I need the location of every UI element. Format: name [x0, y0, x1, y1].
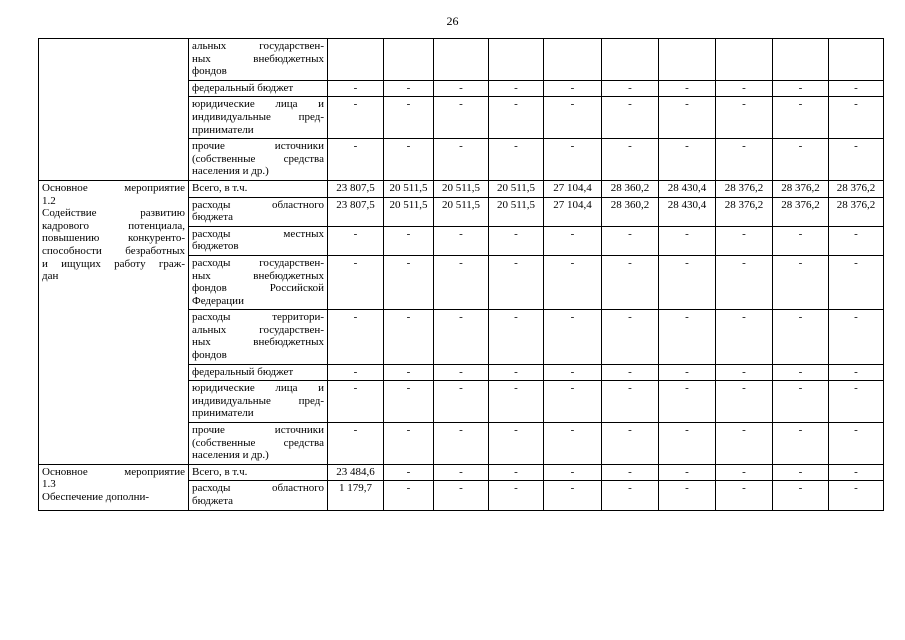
funding-source-line: бюджета: [192, 211, 234, 224]
value-cell: -: [434, 481, 489, 510]
funding-source-line: Федерации: [192, 294, 244, 307]
value-cell: -: [829, 310, 884, 364]
value-cell: -: [328, 310, 384, 364]
value-cell: -: [602, 381, 659, 423]
value-cell: -: [384, 255, 434, 309]
funding-source-line: индивидуальные пред-: [192, 110, 324, 123]
value-cell: -: [544, 481, 602, 510]
funding-source-cell: [189, 139, 328, 181]
value-cell: -: [829, 255, 884, 309]
event-line: способности безработных: [42, 244, 185, 257]
funding-source-cell: [189, 39, 328, 81]
value-cell: -: [489, 464, 544, 481]
value-cell: -: [773, 255, 829, 309]
funding-source-line: расходы областного: [192, 198, 324, 211]
value-cell: 28 360,2: [602, 197, 659, 226]
value-cell: -: [773, 139, 829, 181]
value-cell: [716, 39, 773, 81]
value-cell: -: [602, 310, 659, 364]
value-cell: -: [602, 80, 659, 97]
value-cell: -: [829, 364, 884, 381]
value-cell: -: [384, 423, 434, 465]
value-cell: -: [773, 464, 829, 481]
value-cell: -: [659, 310, 716, 364]
value-cell: [544, 39, 602, 81]
value-cell: 20 511,5: [434, 197, 489, 226]
value-cell: -: [384, 481, 434, 510]
value-cell: -: [659, 255, 716, 309]
value-cell: -: [434, 80, 489, 97]
value-cell: -: [489, 481, 544, 510]
value-cell: -: [716, 464, 773, 481]
funding-source-line: фондов: [192, 349, 227, 362]
value-cell: -: [659, 97, 716, 139]
value-cell: -: [716, 97, 773, 139]
value-cell: -: [773, 364, 829, 381]
value-cell: -: [434, 310, 489, 364]
value-cell: -: [384, 226, 434, 255]
value-cell: -: [489, 226, 544, 255]
value-cell: -: [716, 310, 773, 364]
funding-source-line: фондов Российской: [192, 282, 324, 295]
value-cell: -: [773, 80, 829, 97]
value-cell: [829, 39, 884, 81]
value-cell: 28 376,2: [829, 180, 884, 197]
funding-source-line: альных государствен-: [192, 323, 324, 336]
value-cell: -: [829, 80, 884, 97]
value-cell: 27 104,4: [544, 197, 602, 226]
value-cell: 28 360,2: [602, 180, 659, 197]
funding-source-line: бюджетов: [192, 240, 239, 253]
value-cell: 28 376,2: [773, 197, 829, 226]
value-cell: -: [384, 381, 434, 423]
value-cell: -: [434, 226, 489, 255]
value-cell: -: [602, 364, 659, 381]
value-cell: -: [659, 423, 716, 465]
value-cell: -: [829, 464, 884, 481]
value-cell: -: [659, 464, 716, 481]
value-cell: 20 511,5: [384, 180, 434, 197]
value-cell: 1 179,7: [328, 481, 384, 510]
value-cell: -: [659, 226, 716, 255]
value-cell: -: [544, 139, 602, 181]
funding-source-line: населения и др.): [192, 165, 269, 178]
value-cell: 28 376,2: [716, 180, 773, 197]
event-line: дан: [42, 270, 59, 283]
value-cell: -: [544, 464, 602, 481]
funding-source-line: юридические лица и: [192, 98, 324, 111]
value-cell: 20 511,5: [384, 197, 434, 226]
funding-source-line: прочие источники: [192, 140, 324, 153]
funding-source-line: бюджета: [192, 495, 234, 507]
value-cell: -: [602, 464, 659, 481]
value-cell: -: [602, 481, 659, 510]
funding-source-cell: [189, 97, 328, 139]
value-cell: [489, 39, 544, 81]
value-cell: -: [544, 310, 602, 364]
value-cell: -: [384, 364, 434, 381]
event-line: Обеспечение дополни-: [42, 491, 150, 503]
funding-source-line: фондов: [192, 65, 227, 78]
value-cell: -: [602, 97, 659, 139]
event-cell: [39, 39, 189, 181]
funding-source-cell: [189, 364, 328, 381]
value-cell: -: [716, 255, 773, 309]
value-cell: -: [328, 80, 384, 97]
value-cell: -: [716, 80, 773, 97]
funding-source-line: населения и др.): [192, 449, 269, 462]
funding-source-line: (собственные средства: [192, 436, 324, 449]
value-cell: -: [434, 364, 489, 381]
value-cell: -: [434, 381, 489, 423]
funding-source-line: ных внебюджетных: [192, 269, 324, 282]
event-line: 1.2: [42, 194, 56, 207]
value-cell: -: [328, 226, 384, 255]
value-cell: -: [602, 226, 659, 255]
funding-source-line: приниматели: [192, 123, 254, 136]
value-cell: -: [328, 97, 384, 139]
funding-source-line: ных внебюджетных: [192, 336, 324, 349]
funding-source-cell: [189, 197, 328, 226]
value-cell: [328, 39, 384, 81]
value-cell: 27 104,4: [544, 180, 602, 197]
value-cell: -: [716, 423, 773, 465]
value-cell: -: [544, 226, 602, 255]
value-cell: -: [489, 139, 544, 181]
value-cell: -: [544, 97, 602, 139]
value-cell: -: [544, 80, 602, 97]
funding-source-cell: [189, 180, 328, 197]
funding-source-cell: [189, 481, 328, 510]
funding-source-cell: [189, 423, 328, 465]
value-cell: -: [384, 80, 434, 97]
funding-source-line: приниматели: [192, 407, 254, 420]
page-number: 26: [446, 14, 459, 28]
value-cell: -: [602, 255, 659, 309]
event-line: повышению конкуренто-: [42, 232, 185, 245]
funding-source-line: индивидуальные пред-: [192, 394, 324, 407]
value-cell: -: [384, 310, 434, 364]
value-cell: -: [602, 423, 659, 465]
value-cell: -: [544, 255, 602, 309]
funding-source-line: Всего, в т.ч.: [192, 465, 248, 478]
value-cell: [659, 39, 716, 81]
value-cell: -: [328, 139, 384, 181]
value-cell: -: [659, 481, 716, 510]
table-body: [39, 39, 884, 511]
value-cell: -: [716, 364, 773, 381]
value-cell: -: [773, 97, 829, 139]
value-cell: 28 376,2: [773, 180, 829, 197]
value-cell: -: [434, 464, 489, 481]
value-cell: -: [384, 97, 434, 139]
value-cell: 28 376,2: [716, 197, 773, 226]
value-cell: -: [829, 139, 884, 181]
funding-source-cell: [189, 80, 328, 97]
table-row: [39, 464, 884, 481]
event-line: Содействие развитию: [42, 207, 185, 220]
value-cell: 28 376,2: [829, 197, 884, 226]
value-cell: -: [384, 464, 434, 481]
value-cell: -: [384, 139, 434, 181]
value-cell: -: [434, 255, 489, 309]
value-cell: -: [544, 364, 602, 381]
value-cell: 23 484,6: [328, 464, 384, 481]
value-cell: -: [829, 97, 884, 139]
event-cell: [39, 180, 189, 464]
value-cell: -: [434, 139, 489, 181]
value-cell: -: [773, 381, 829, 423]
value-cell: -: [328, 364, 384, 381]
value-cell: 28 430,4: [659, 197, 716, 226]
value-cell: -: [716, 381, 773, 423]
value-cell: -: [716, 481, 773, 510]
event-line: 1.3: [42, 478, 56, 491]
table-row: [39, 180, 884, 197]
value-cell: -: [328, 423, 384, 465]
value-cell: -: [773, 310, 829, 364]
funding-source-line: Всего, в т.ч.: [192, 181, 248, 194]
value-cell: -: [659, 364, 716, 381]
value-cell: 20 511,5: [434, 180, 489, 197]
value-cell: -: [716, 139, 773, 181]
value-cell: -: [773, 226, 829, 255]
event-line: кадрового потенциала,: [42, 219, 185, 232]
value-cell: -: [773, 481, 829, 510]
funding-source-line: прочие источники: [192, 424, 324, 437]
value-cell: -: [434, 423, 489, 465]
value-cell: -: [659, 381, 716, 423]
value-cell: -: [328, 381, 384, 423]
value-cell: -: [659, 80, 716, 97]
value-cell: -: [489, 381, 544, 423]
event-line: Основное мероприятие: [42, 465, 185, 478]
value-cell: [602, 39, 659, 81]
value-cell: 28 430,4: [659, 180, 716, 197]
value-cell: -: [773, 423, 829, 465]
event-cell: [39, 464, 189, 510]
value-cell: -: [829, 481, 884, 510]
value-cell: -: [328, 255, 384, 309]
value-cell: -: [544, 381, 602, 423]
value-cell: -: [489, 255, 544, 309]
funding-source-cell: [189, 464, 328, 481]
value-cell: -: [716, 226, 773, 255]
value-cell: -: [489, 423, 544, 465]
value-cell: [773, 39, 829, 81]
funding-source-line: расходы государствен-: [192, 256, 324, 269]
table-row: [39, 39, 884, 81]
value-cell: -: [489, 364, 544, 381]
value-cell: 20 511,5: [489, 180, 544, 197]
funding-source-cell: [189, 255, 328, 309]
funding-source-line: ных внебюджетных: [192, 52, 324, 65]
value-cell: -: [829, 226, 884, 255]
funding-source-line: расходы областного: [192, 482, 324, 495]
value-cell: -: [489, 310, 544, 364]
funding-source-line: расходы местных: [192, 227, 324, 240]
event-line: и ищущих работу граж-: [42, 257, 185, 270]
value-cell: -: [659, 139, 716, 181]
funding-source-line: федеральный бюджет: [192, 81, 294, 94]
funding-source-cell: [189, 310, 328, 364]
funding-source-line: (собственные средства: [192, 152, 324, 165]
value-cell: -: [489, 80, 544, 97]
value-cell: -: [434, 97, 489, 139]
funding-source-line: юридические лица и: [192, 382, 324, 395]
value-cell: 23 807,5: [328, 180, 384, 197]
value-cell: [384, 39, 434, 81]
funding-source-line: расходы территори-: [192, 311, 324, 324]
value-cell: 20 511,5: [489, 197, 544, 226]
value-cell: [434, 39, 489, 81]
funding-source-cell: [189, 381, 328, 423]
funding-source-line: альных государствен-: [192, 40, 324, 52]
funding-source-line: федеральный бюджет: [192, 365, 294, 378]
budget-table: [38, 38, 884, 511]
value-cell: -: [829, 381, 884, 423]
value-cell: 23 807,5: [328, 197, 384, 226]
event-line: Основное мероприятие: [42, 181, 185, 194]
funding-source-cell: [189, 226, 328, 255]
value-cell: -: [489, 97, 544, 139]
value-cell: -: [602, 139, 659, 181]
value-cell: -: [544, 423, 602, 465]
value-cell: -: [829, 423, 884, 465]
